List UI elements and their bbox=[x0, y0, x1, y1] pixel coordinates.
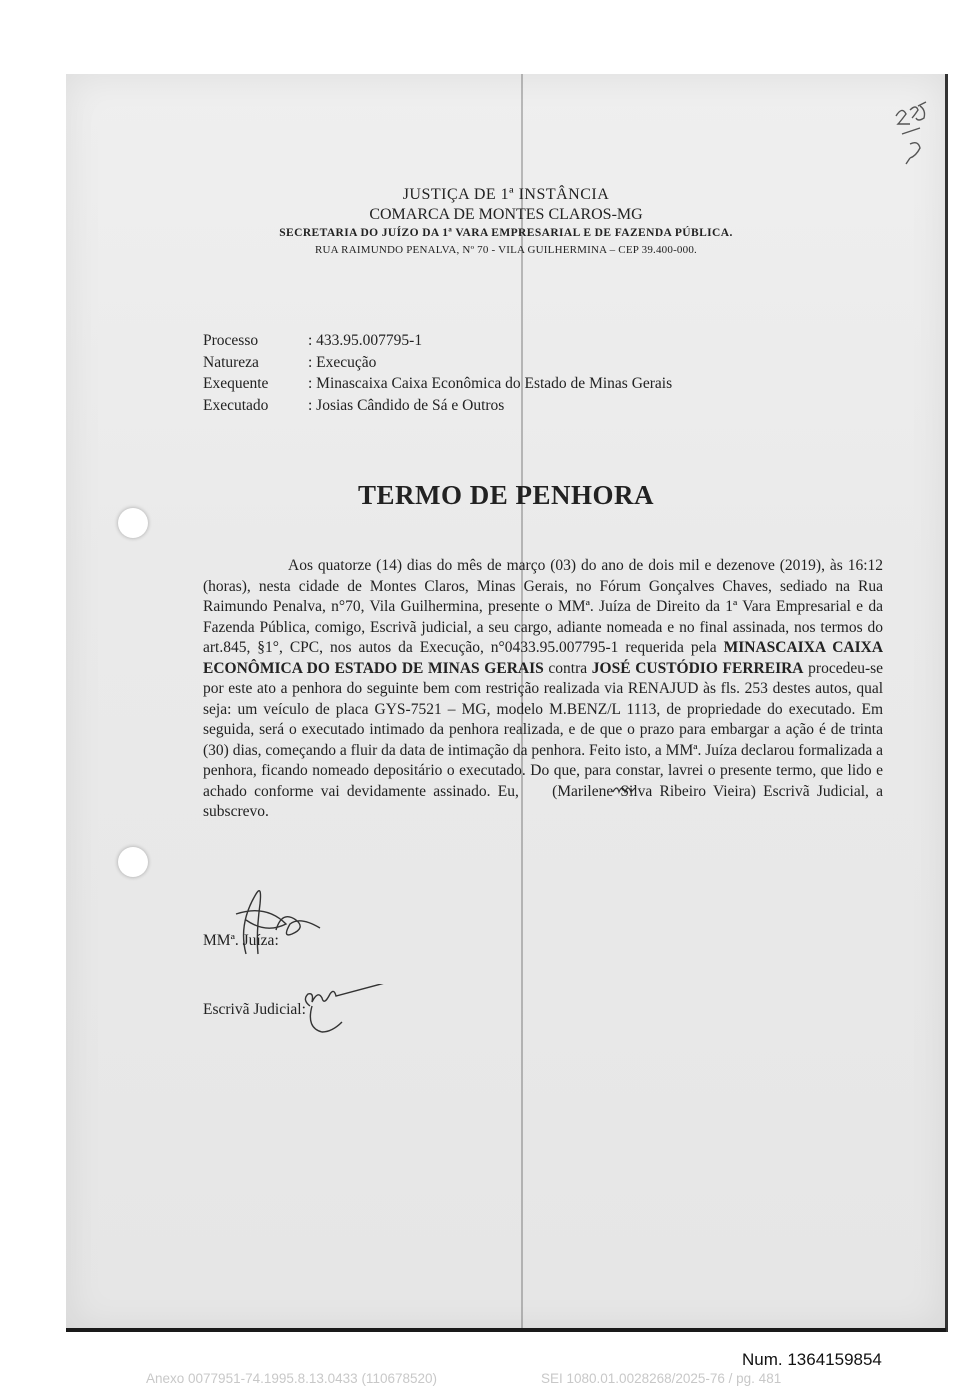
footer-sei: SEI 1080.01.0028268/2025-76 / pg. 481 bbox=[541, 1371, 782, 1386]
field-value: : 433.95.007795-1 bbox=[308, 332, 423, 349]
field-label: Executado bbox=[203, 396, 269, 414]
judge-signature bbox=[216, 874, 346, 964]
body-text-1: Aos quatorze (14) dias do mês de março (03) do ano de dois mil e dezenove (2019), às 16:12 (horas), nesta cidade de Montes Claros, Minas Gerais, no Fórum Gonçalves Chaves, sediado na Rua Raimundo Penalva, n°70, Vila Guilhermina, presente o MMª. Juíza de Direito da 1ª Vara Empresarial e da Fazenda Pública, comigo, Escrivã judicial, a seu cargo, adiante nomeada e no final assinada, nos termos do art.845, §1°, CPC, nos autos da Execução, n°0433.95.007795-1 requerida pela bbox=[203, 557, 883, 656]
punch-hole bbox=[118, 508, 148, 538]
document-body bbox=[203, 556, 883, 823]
field-exequente bbox=[203, 373, 672, 395]
body-paragraph bbox=[203, 556, 883, 823]
creditor-name: MINASCAIXA CAIXA ECONÔMICA DO ESTADO DE MINAS GERAIS bbox=[203, 639, 884, 677]
document-title: TERMO DE PENHORA bbox=[357, 480, 654, 510]
page-edge bbox=[945, 74, 948, 1332]
address: RUA RAIMUNDO PENALVA, Nº 70 - VILA GUILHERMINA – CEP 39.400-000. bbox=[315, 244, 697, 256]
debtor-name: JOSÉ CUSTÓDIO FERREIRA bbox=[591, 659, 804, 677]
document-number: Num. 1364159854 bbox=[742, 1350, 882, 1369]
judge-signature-label: MMª. Juíza: bbox=[203, 932, 279, 949]
case-fields bbox=[203, 330, 672, 416]
scanned-page bbox=[66, 74, 946, 1332]
clerk-signature bbox=[298, 984, 418, 1044]
field-value: : Minascaixa Caixa Econômica do Estado de Minas Gerais bbox=[308, 375, 673, 392]
field-natureza bbox=[203, 352, 672, 374]
court-name: JUSTIÇA DE 1ª INSTÂNCIA bbox=[402, 186, 610, 203]
field-value: : Josias Cândido de Sá e Outros bbox=[308, 396, 505, 414]
page-bottom-edge bbox=[66, 1328, 946, 1332]
field-label: Exequente bbox=[203, 375, 269, 392]
handwritten-page-number bbox=[888, 98, 936, 168]
footer-annex: Anexo 0077951-74.1995.8.13.0433 (110678520) bbox=[146, 1371, 438, 1386]
secretaria: SECRETARIA DO JUÍZO DA 1ª VARA EMPRESARIAL E DE FAZENDA PÚBLICA. bbox=[279, 227, 733, 239]
body-text-2: contra bbox=[548, 659, 588, 677]
punch-hole bbox=[118, 847, 148, 877]
clerk-signature-label: Escrivã Judicial: bbox=[203, 1001, 306, 1018]
field-label: Natureza bbox=[203, 353, 259, 371]
field-processo bbox=[203, 330, 672, 352]
comarca: COMARCA DE MONTES CLAROS-MG bbox=[369, 206, 643, 223]
field-executado bbox=[203, 395, 672, 417]
body-text-3: procedeu-se por este ato a penhora do seguinte bem com restrição realizada via RENAJUD às fls. 253 destes autos, qual seja: um veículo de placa GYS-7521 – MG, modelo M.BENZ/L 1113, de propriedade do executado. Em seguida, será o executado intimado da penhora realizada, e de que o prazo para embargar a ação é de trinta (30) dias, começando a fluir da data de intimação da penhora. Feito isto, a MMª. Juíza declarou formalizada a penhora, ficando nomeado depositário o executado. Do que, para constar, lavrei o presente termo, que lido e achado conforme vai devidamente assinado. Eu, bbox=[203, 659, 884, 800]
body-text-4: (Marilene Silva Ribeiro Vieira) Escrivã Judicial, a subscrevo. bbox=[203, 782, 884, 820]
clerk-initials-signature bbox=[526, 782, 552, 803]
field-value: : Execução bbox=[308, 353, 377, 371]
field-label: Processo bbox=[203, 332, 259, 349]
